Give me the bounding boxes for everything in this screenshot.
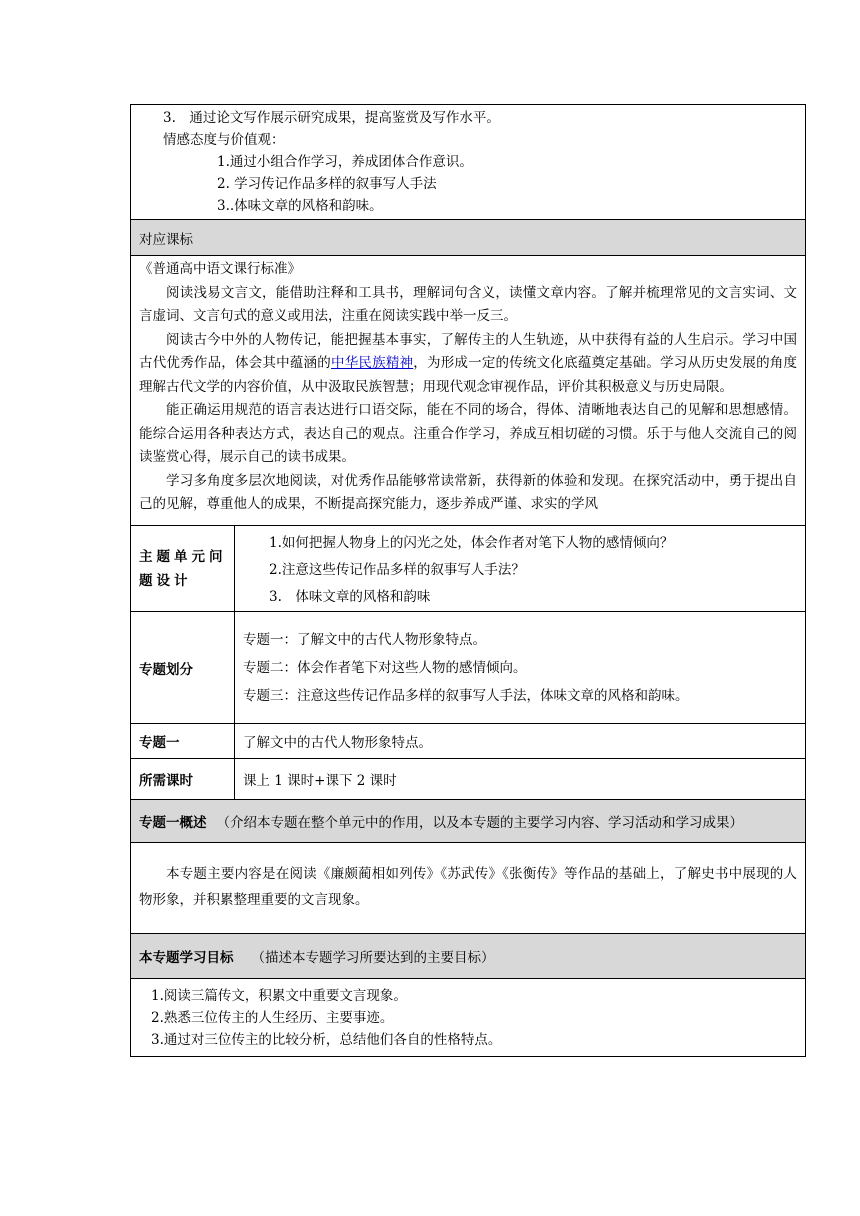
overview-text: 本专题主要内容是在阅读《廉颇蔺相如列传》《苏武传》《张衡传》等作品的基础上，了解史书中展现的人物形象，并积累整理重要的文言现象。 <box>139 866 797 908</box>
objectives-label: 本专题学习目标 <box>139 950 234 966</box>
topic1-value: 了解文中的古代人物形象特点。 <box>243 735 432 751</box>
theme-label: 主题单元问题设计 <box>139 548 227 589</box>
overview-header-row <box>131 799 805 842</box>
overview-label: 专题一概述 <box>139 815 207 831</box>
lesson-plan-table <box>130 104 806 1057</box>
topics-label: 专题划分 <box>139 661 193 678</box>
standards-paragraph: 学习多角度多层次地阅读，对优秀作品能够常读常新，获得新的体验和发现。在探究活动中，勇于提出自己的见解，尊重他人的成果，不断提高探究能力，逐步养成严谨、求实的学风 <box>139 472 797 512</box>
objective-item: 1.阅读三篇传文，积累文中重要文言现象。 <box>151 988 407 1004</box>
standards-paragraph: 能正确运用规范的语言表达进行口语交际，能在不同的场合，得体、清晰地表达自己的见解和思想感情。能综合运用各种表达方式，表达自己的观点。注重合作学习，养成互相切磋的习惯。乐于与他人交流自己的阅读鉴赏心得，展示自己的读书成果。 <box>139 402 797 465</box>
topics-row <box>131 611 805 723</box>
goals-continuation <box>131 105 805 219</box>
topic-item: 专题二：体会作者笔下对这些人物的感情倾向。 <box>243 659 527 676</box>
theme-question: 1.如何把握人物身上的闪光之处，体会作者对笔下人物的感情倾向？ <box>269 535 674 551</box>
objective-item: 2.熟悉三位传主的人生经历、主要事迹。 <box>151 1010 394 1026</box>
objectives-note: （描述本专题学习所要达到的主要目标） <box>251 950 495 966</box>
attitude-heading: 情感态度与价值观： <box>163 132 285 148</box>
national-spirit-link[interactable]: 中华民族精神 <box>330 355 414 371</box>
standards-header-row <box>131 219 805 255</box>
attitude-item: 2. 学习传记作品多样的叙事写人手法 <box>217 176 437 192</box>
overview-note: （介绍本专题在整个单元中的作用，以及本专题的主要学习内容、学习活动和学习成果） <box>216 815 743 831</box>
standards-paragraph: 阅读浅易文言文，能借助注释和工具书，理解词句含义，读懂文章内容。了解并梳理常见的文言实词、文言虚词、文言句式的意义或用法，注重在阅读实践中举一反三。 <box>139 284 797 324</box>
topic-item: 专题一：了解文中的古代人物形象特点。 <box>243 631 486 648</box>
objectives-content <box>131 978 805 1056</box>
topic1-label: 专题一 <box>139 735 180 751</box>
theme-question: 3. 体味文章的风格和韵味 <box>269 589 431 605</box>
hours-row <box>131 758 805 799</box>
overview-content <box>131 842 805 933</box>
standards-title: 《普通高中语文课行标准》 <box>139 261 301 277</box>
standards-paragraph: 阅读古今中外的人物传记，能把握基本事实，了解传主的人生轨迹，从中获得有益的人生启示。学习中国古代优秀作品，体会其中蕴涵的中华民族精神，为形成一定的传统文化底蕴奠定基础。学习从历史发展的角度理解古代文学的内容价值，从中汲取民族智慧；用现代观念审视作品，评价其积极意义与历史局限。 <box>139 331 798 395</box>
theme-row <box>131 525 805 611</box>
objectives-header-row <box>131 933 805 978</box>
attitude-item: 1.通过小组合作学习，养成团体合作意识。 <box>217 154 473 170</box>
objective-item: 3.通过对三位传主的比较分析，总结他们各自的性格特点。 <box>151 1032 502 1048</box>
hours-label: 所需课时 <box>139 773 193 789</box>
hours-value: 课上 1 课时+课下 2 课时 <box>243 773 397 789</box>
topic-item: 专题三：注意这些传记作品多样的叙事写人手法，体味文章的风格和韵味。 <box>243 687 689 704</box>
topic1-row <box>131 723 805 758</box>
theme-question: 2.注意这些传记作品多样的叙事写人手法？ <box>269 562 525 578</box>
goal-item-3: 3. 通过论文写作展示研究成果，提高鉴赏及写作水平。 <box>163 110 500 126</box>
attitude-item: 3..体味文章的风格和韵味。 <box>217 198 383 214</box>
standards-header: 对应课标 <box>139 231 193 248</box>
standards-content <box>131 255 805 525</box>
